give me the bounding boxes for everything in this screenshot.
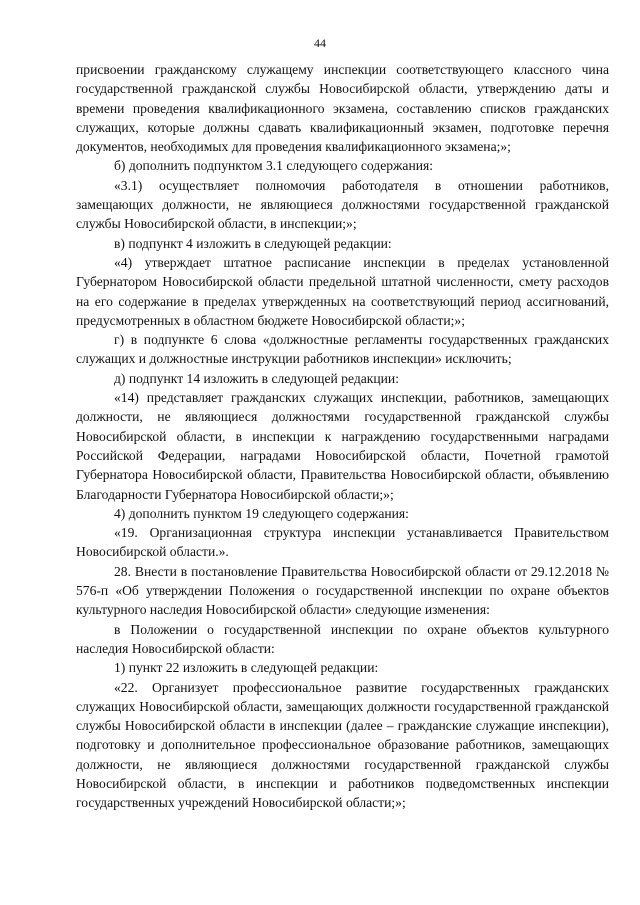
paragraph: 1) пункт 22 изложить в следующей редакции: bbox=[114, 660, 379, 676]
paragraph: «4) утверждает штатное расписание инспекции в пределах установленной Губернатором Новосибирской области предельной штатной численности, смету расходов на его содержание в пределах утвержденных на соответствующий период ассигнований, предусмотренных в областном бюджете Новосибирской области;»; bbox=[76, 254, 609, 328]
paragraph: 4) дополнить пунктом 19 следующего содержания: bbox=[114, 505, 409, 521]
paragraph: присвоении гражданскому служащему инспекции соответствующего классного чина государственной гражданской службы Новосибирской области, утверждению даты и времени проведения квалификационного экзамена, составлению списков гражданских служащих, которые должны сдавать квалификационный экзамен, подготовке перечня документов, необходимых для проведения квалификационного экзамена;»; bbox=[76, 62, 609, 155]
paragraph: «22. Организует профессиональное развитие государственных гражданских служащих Новосибирской области, замещающих должности государственной гражданской службы Новосибирской области в инспекции (далее – гражданские служащие инспекции), подготовку и дополнительное профессиональное образование работников, замещающих должности, не являющиеся должностями государственной гражданской службы Новосибирской области, в инспекции и работников подведомственных инспекции государственных учреждений Новосибирской области;»; bbox=[76, 679, 609, 811]
page-number: 44 bbox=[314, 36, 326, 50]
paragraph: д) подпункт 14 изложить в следующей редакции: bbox=[114, 370, 399, 386]
paragraph: г) в подпункте 6 слова «должностные регламенты государственных гражданских служащих и должностные инструкции работников инспекции» исключить; bbox=[76, 332, 609, 367]
paragraph: в Положении о государственной инспекции по охране объектов культурного наследия Новосибирской области: bbox=[76, 621, 609, 656]
paragraph: «19. Организационная структура инспекции устанавливается Правительством Новосибирской области.». bbox=[76, 525, 609, 560]
paragraph: «14) представляет гражданских служащих инспекции, работников, замещающих должности, не являющиеся должностями государственной гражданской службы Новосибирской области, в инспекции к награждению государственными наградами Российской Федерации, наградами Новосибирской области, Почетной грамотой Губернатора Новосибирской области, Правительства Новосибирской области, объявлению Благодарности Губернатора Новосибирской области;»; bbox=[76, 390, 609, 502]
paragraph: «3.1) осуществляет полномочия работодателя в отношении работников, замещающих должности, не являющиеся должностями государственной гражданской службы Новосибирской области, в инспекции;»; bbox=[76, 177, 609, 232]
document-body bbox=[76, 60, 609, 813]
paragraph: 28. Внести в постановление Правительства Новосибирской области от 29.12.2018 № 576-п «Об утверждении Положения о государственной инспекции по охране объектов культурного наследия Новосибирской области» следующие изменения: bbox=[76, 563, 609, 618]
paragraph: в) подпункт 4 изложить в следующей редакции: bbox=[114, 235, 392, 251]
paragraph: б) дополнить подпунктом 3.1 следующего содержания: bbox=[114, 158, 434, 174]
